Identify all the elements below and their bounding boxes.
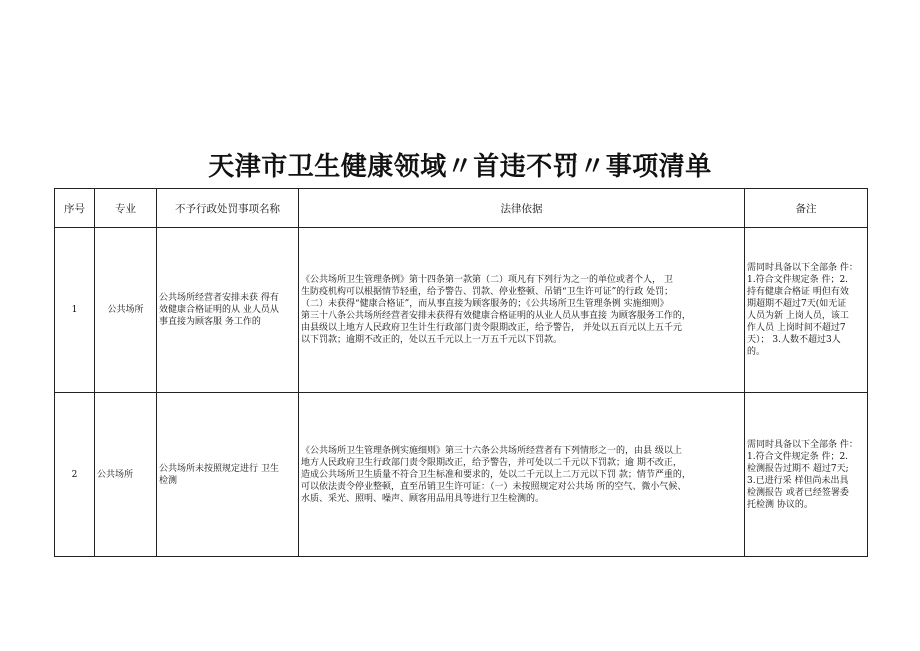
cell-notes: 需同时具备以下全部条 件： 1.符合文件规定条 件；2. 检测报告过期不 超过7天; 3.已进行采 样但尚未出具 检测报告 或者已经签署委 托检测 协议的。 xyxy=(745,393,868,557)
cell-specialty: 公共场所 xyxy=(95,393,157,557)
table-row xyxy=(55,228,868,393)
page-title: 天津市卫生健康领域〃首违不罚〃事项清单 xyxy=(208,152,712,182)
cell-notes: 需同时具备以下全部条 件： 1.符合文件规定条 件；2. 持有健康合格证 明但有效 期超期不超过7天(如无证 人员为新 上岗人员，该工 作人员 上岗时间不超过7 天）； 3.人数不超过3人 的。 xyxy=(745,228,868,393)
header-legal-basis: 法律依据 xyxy=(299,189,745,228)
cell-item-name: 公共场所经营者安排未获 得有 效健康合格证明的从 业人员从 事直接为顾客服 务工作的 xyxy=(157,228,299,393)
header-item-name: 不予行政处罚事项名称 xyxy=(157,189,299,228)
table-header-row xyxy=(55,189,868,228)
cell-legal-basis: 《公共场所卫生管理条例》第十四条第一款第（二）项凡有下列行为之一的单位或者个人， 卫 生防疫机构可以根据情节轻重，给予警告、罚款、停业整顿、吊销“卫生许可证”的行政 处罚； （二）未获得“健康合格证”，而从事直接为顾客服务的；《公共场所卫生管理条例 实施细则》 第三十八条公共场所经营者安排未获得有效健康合格证明的从业人员从事直接 为顾客服务工作的， 由县级以上地方人民政府卫生计生行政部门责令限期改正，给予警告， 并处以五百元以上五千元 以下罚款；逾期不改正的，处以五千元以上一万五千元以下罚款。 xyxy=(299,228,745,393)
cell-no: 1 xyxy=(55,228,95,393)
header-no: 序号 xyxy=(55,189,95,228)
cell-specialty: 公共场所 xyxy=(95,228,157,393)
cell-no: 2 xyxy=(55,393,95,557)
header-specialty: 专业 xyxy=(95,189,157,228)
cell-item-name: 公共场所未按照规定进行 卫生 检测 xyxy=(157,393,299,557)
table-row xyxy=(55,393,868,557)
items-table xyxy=(54,188,868,557)
header-notes: 备注 xyxy=(745,189,868,228)
cell-legal-basis: 《公共场所卫生管理条例实施细则》第三十六条公共场所经营者有下列情形之一的，由县 级以上 地方人民政府卫生行政部门责令限期改正，给予警告，并可处以二千元以下罚款；逾 期不改正， 造成公共场所卫生质量不符合卫生标准和要求的，处以二千元以上二万元以下罚 款；情节严重的， 可以依法责令停业整顿，直至吊销卫生许可证：（一）未按照规定对公共场 所的空气、微小气候、 水质、采光、照明、噪声、顾客用品用具等进行卫生检测的。 xyxy=(299,393,745,557)
